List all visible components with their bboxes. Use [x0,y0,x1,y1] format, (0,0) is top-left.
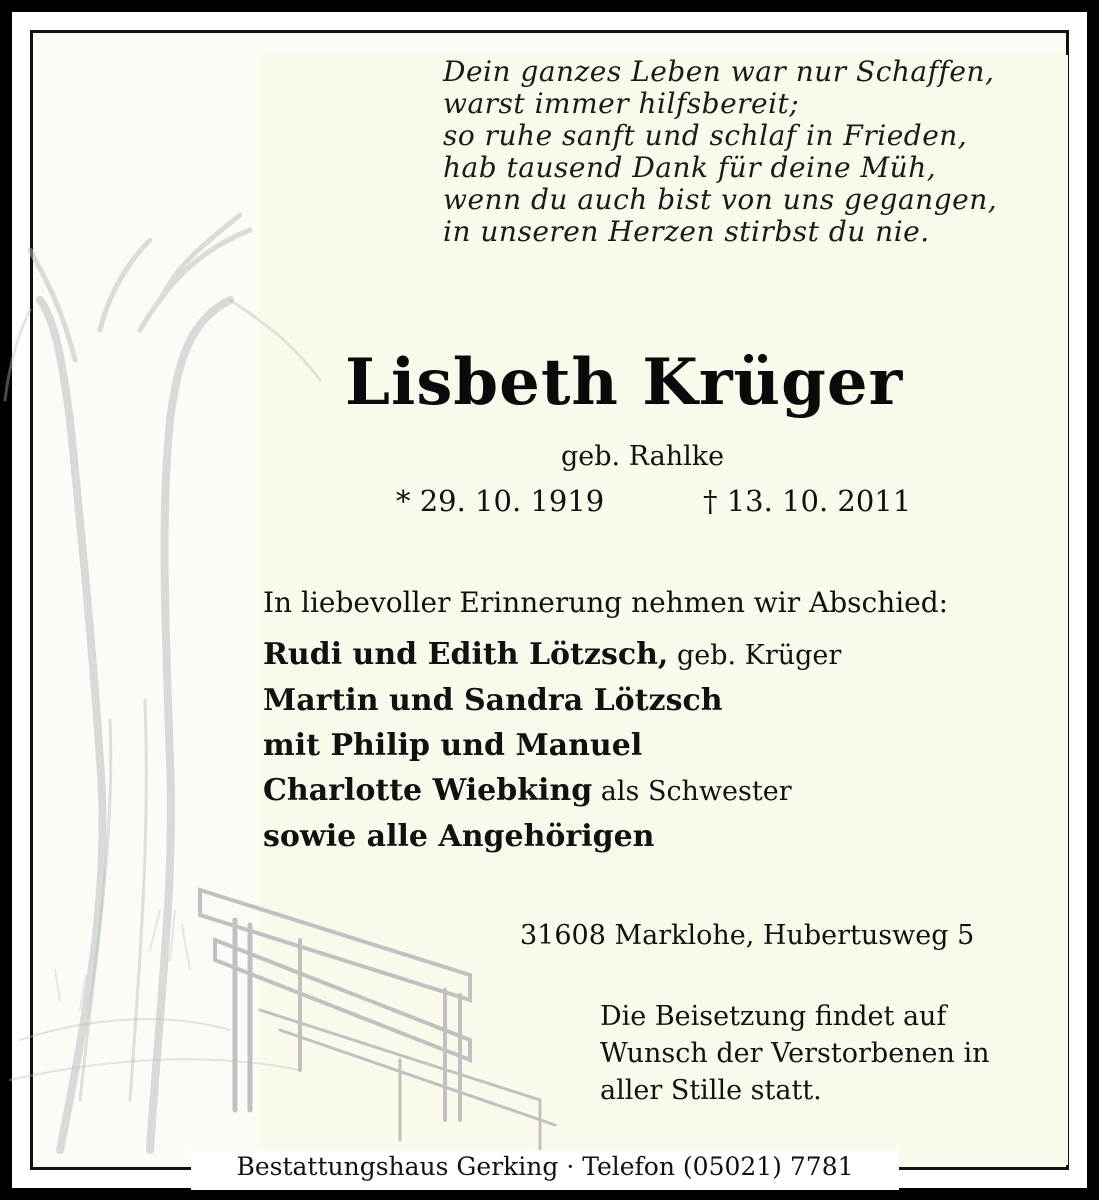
bench-sketch [200,890,555,1150]
poem-line: so ruhe sanft und schlaf in Frieden, [443,119,968,152]
funeral-notice: Die Beisetzung findet auf Wunsch der Verstorbenen in aller Stille statt. [600,1001,990,1106]
tree-branches-sketch [30,215,250,360]
mourner-row [263,814,841,859]
poem-line: Dein ganzes Leben war nur Schaffen, [443,55,995,88]
mourner-relation: als Schwester [592,776,792,807]
poem-line: warst immer hilfsbereit; [443,87,800,120]
poem [443,56,997,248]
mourners-intro: In liebevoller Erinnerung nehmen wir Abschied: [263,586,949,619]
death-date: † 13. 10. 2011 [703,484,912,518]
mourner-row [263,632,841,678]
birth-date: * 29. 10. 1919 [396,484,605,518]
maiden-name: geb. Rahlke [561,441,725,472]
address: 31608 Marklohe, Hubertusweg 5 [520,920,975,951]
mourner-row [263,723,841,768]
mourner-row [263,678,841,723]
mourner-name: Martin und Sandra Lötzsch [263,683,723,718]
mourner-name: Rudi und Edith Lötzsch, [263,637,669,672]
mourner-name: mit Philip und Manuel [263,728,643,763]
mourner-relation: geb. Krüger [668,640,842,671]
funeral-home-footer: Bestattungshaus Gerking · Telefon (05021) 7781 [191,1150,899,1190]
mourner-name: Charlotte Wiebking [263,773,593,808]
poem-line: in unseren Herzen stirbst du nie. [443,215,930,248]
poem-line: wenn du auch bist von uns gegangen, [443,183,998,216]
mourner-name: sowie alle Angehörigen [263,819,655,854]
deceased-name: Lisbeth Krüger [345,345,904,420]
mourner-row [263,768,841,814]
mourners-list [263,632,841,859]
poem-line: hab tausend Dank für deine Müh, [443,151,937,184]
